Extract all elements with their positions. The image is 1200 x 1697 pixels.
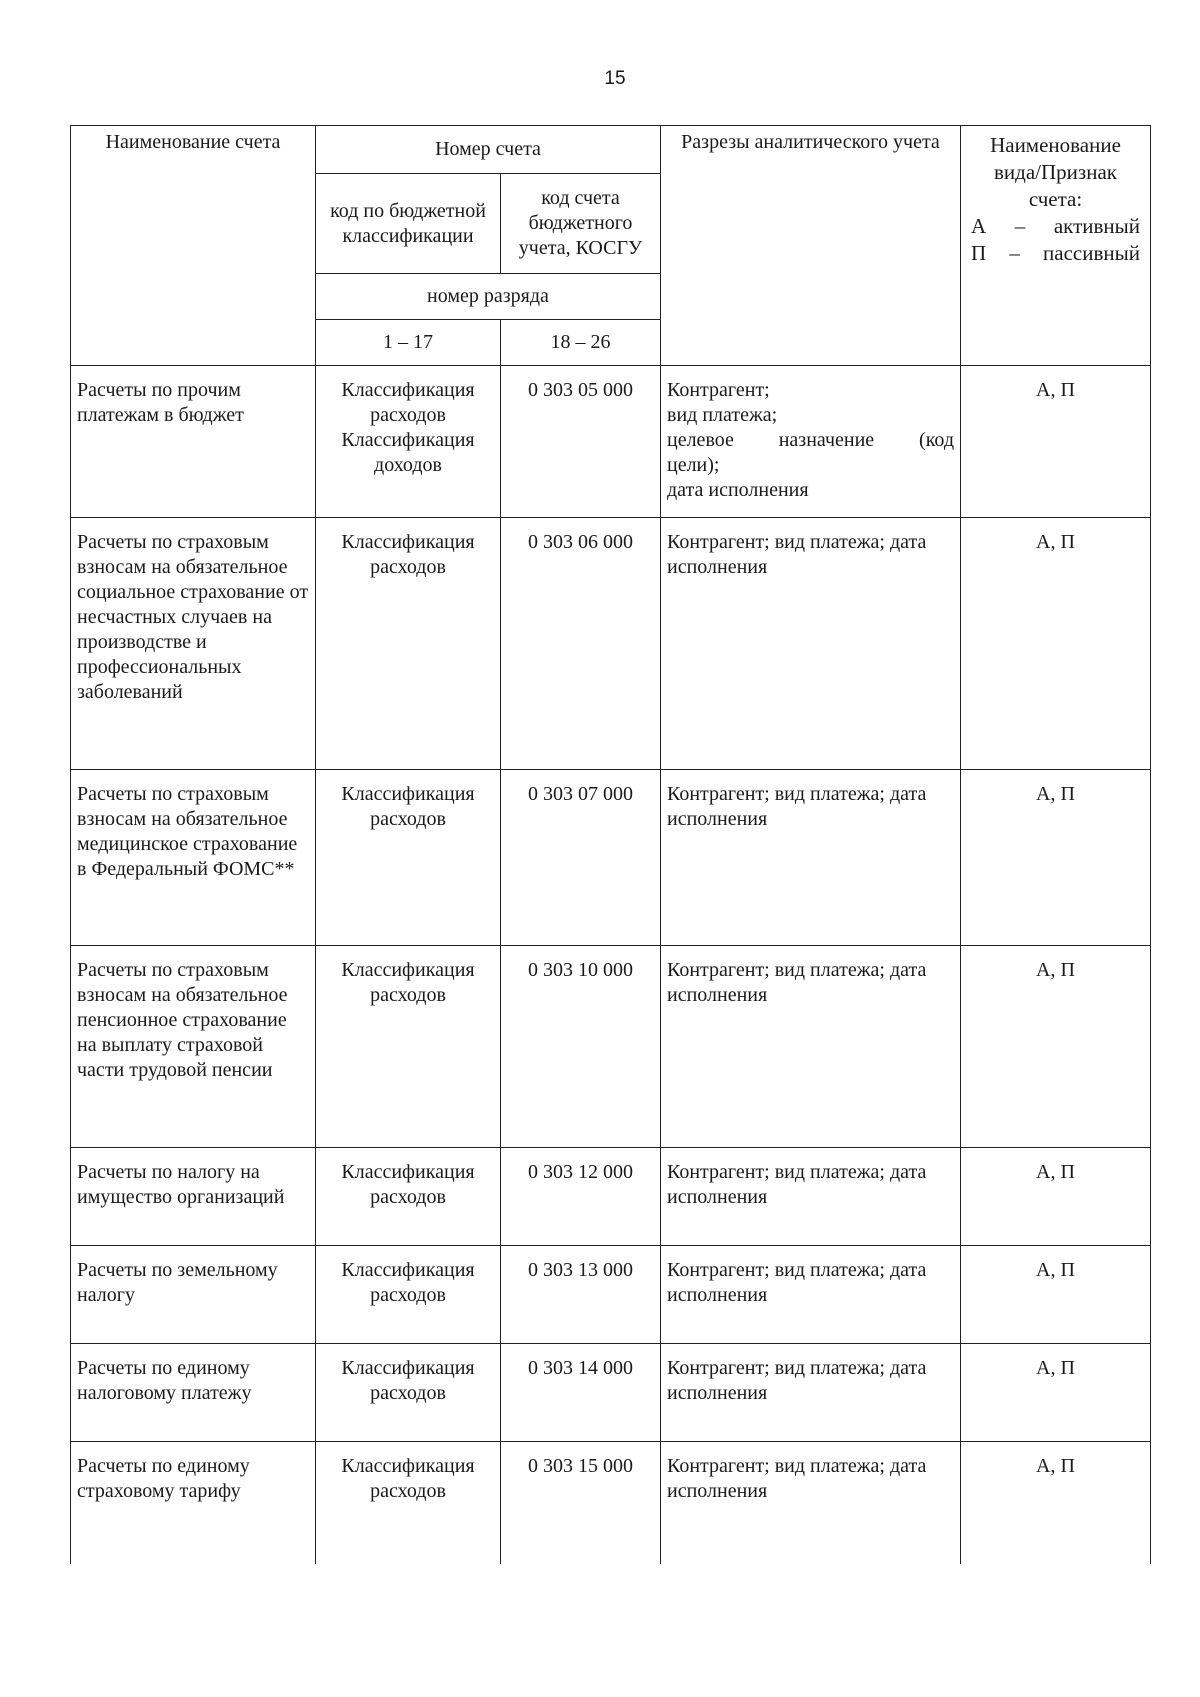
header-type-passive bbox=[965, 240, 1146, 267]
table-row bbox=[71, 366, 1151, 518]
account-name: Расчеты по единому страховому тарифу bbox=[71, 1442, 316, 1564]
table-row bbox=[71, 946, 1151, 1148]
account-type: А, П bbox=[961, 366, 1151, 518]
analytics-cell: Контрагент; вид платежа; дата исполнения bbox=[661, 518, 961, 770]
table-row bbox=[71, 1442, 1151, 1564]
header-digit-number: номер разряда bbox=[316, 274, 661, 320]
header-type-active bbox=[965, 213, 1146, 240]
analytics-line: цели); bbox=[667, 454, 720, 476]
accounts-table bbox=[70, 125, 1151, 1564]
analytics-line: дата исполнения bbox=[667, 479, 809, 501]
account-code: 0 303 10 000 bbox=[501, 946, 661, 1148]
analytics-cell: Контрагент; вид платежа; дата исполнения bbox=[661, 1344, 961, 1442]
analytics-line: целевое назначение (код bbox=[667, 429, 954, 451]
table-header bbox=[71, 126, 1151, 366]
analytics-line: Контрагент; bbox=[667, 379, 770, 401]
account-type: А, П bbox=[961, 518, 1151, 770]
account-type: А, П bbox=[961, 1344, 1151, 1442]
header-account-name: Наименование счета bbox=[71, 126, 316, 366]
table-row bbox=[71, 1148, 1151, 1246]
analytics-line: вид платежа; bbox=[667, 404, 778, 426]
account-name: Расчеты по прочим платежам в бюджет bbox=[71, 366, 316, 518]
header-digits-18-26: 18 – 26 bbox=[501, 320, 661, 366]
header-type-passive-letter: П bbox=[971, 241, 987, 265]
table-row bbox=[71, 518, 1151, 770]
account-name: Расчеты по страховым взносам на обязательное социальное страхование от несчастных случаев на производстве и профессиональных заболеваний bbox=[71, 518, 316, 770]
table-row bbox=[71, 1344, 1151, 1442]
analytics-cell: Контрагент; вид платежа; дата исполнения bbox=[661, 770, 961, 946]
header-type-passive-word: пассивный bbox=[1043, 241, 1140, 265]
budget-classification: Классификация расходов bbox=[316, 946, 501, 1148]
account-name: Расчеты по единому налоговому платежу bbox=[71, 1344, 316, 1442]
header-account-number: Номер счета bbox=[316, 126, 661, 174]
header-type-active-letter: А bbox=[971, 214, 987, 238]
budget-classification: Классификация расходов bbox=[316, 1344, 501, 1442]
account-type: А, П bbox=[961, 946, 1151, 1148]
account-code: 0 303 12 000 bbox=[501, 1148, 661, 1246]
account-type: А, П bbox=[961, 1442, 1151, 1564]
table-row bbox=[71, 1246, 1151, 1344]
account-type: А, П bbox=[961, 1246, 1151, 1344]
header-digits-1-17: 1 – 17 bbox=[316, 320, 501, 366]
page-number: 15 bbox=[604, 68, 626, 89]
analytics-cell: Контрагент; вид платежа; дата исполнения bbox=[661, 946, 961, 1148]
account-name: Расчеты по земельному налогу bbox=[71, 1246, 316, 1344]
account-type: А, П bbox=[961, 1148, 1151, 1246]
header-analytics: Разрезы аналитического учета bbox=[661, 126, 961, 366]
header-account-type bbox=[961, 126, 1151, 366]
header-type-passive-dash: – bbox=[1009, 241, 1020, 265]
account-name: Расчеты по страховым взносам на обязательное пенсионное страхование на выплату страховой части трудовой пенсии bbox=[71, 946, 316, 1148]
analytics-cell: Контрагент; вид платежа; дата исполнения bbox=[661, 1148, 961, 1246]
account-code: 0 303 13 000 bbox=[501, 1246, 661, 1344]
account-name: Расчеты по налогу на имущество организаций bbox=[71, 1148, 316, 1246]
budget-classification: Классификация расходов bbox=[316, 1442, 501, 1564]
account-type: А, П bbox=[961, 770, 1151, 946]
account-code: 0 303 06 000 bbox=[501, 518, 661, 770]
account-code: 0 303 15 000 bbox=[501, 1442, 661, 1564]
account-code: 0 303 07 000 bbox=[501, 770, 661, 946]
header-type-active-word: активный bbox=[1053, 214, 1140, 238]
header-budget-class-code: код по бюджетной классификации bbox=[316, 174, 501, 274]
table-body bbox=[71, 366, 1151, 1564]
budget-classification: Классификация расходов Классификация доходов bbox=[316, 366, 501, 518]
header-type-title: Наименование вида/Признак счета: bbox=[990, 133, 1121, 211]
budget-classification: Классификация расходов bbox=[316, 1246, 501, 1344]
budget-classification: Классификация расходов bbox=[316, 1148, 501, 1246]
account-code: 0 303 05 000 bbox=[501, 366, 661, 518]
analytics-cell bbox=[661, 366, 961, 518]
account-name: Расчеты по страховым взносам на обязательное медицинское страхование в Федеральный ФОМС** bbox=[71, 770, 316, 946]
account-code: 0 303 14 000 bbox=[501, 1344, 661, 1442]
table-row bbox=[71, 770, 1151, 946]
analytics-cell: Контрагент; вид платежа; дата исполнения bbox=[661, 1442, 961, 1564]
analytics-cell: Контрагент; вид платежа; дата исполнения bbox=[661, 1246, 961, 1344]
budget-classification: Классификация расходов bbox=[316, 770, 501, 946]
budget-classification: Классификация расходов bbox=[316, 518, 501, 770]
header-account-code: код счета бюджетного учета, КОСГУ bbox=[501, 174, 661, 274]
header-type-active-dash: – bbox=[1014, 214, 1026, 238]
